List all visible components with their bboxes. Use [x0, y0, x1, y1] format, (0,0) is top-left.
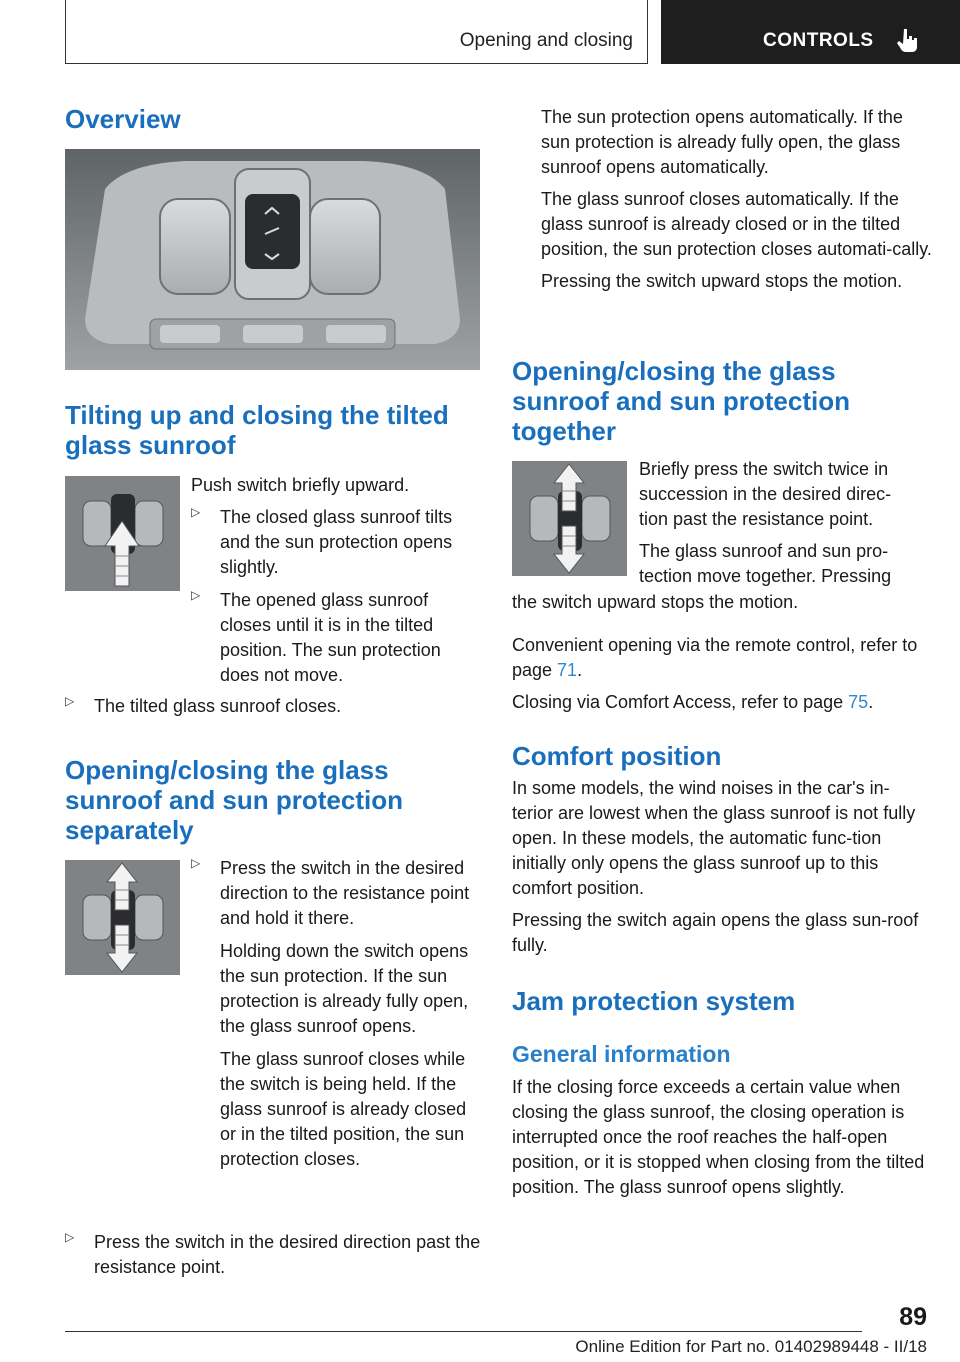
- list-item: ▷ The tilted glass sunroof closes.: [65, 694, 342, 716]
- footer-divider: [65, 1331, 862, 1332]
- list-item: ▷ The closed glass sunroof tilts and the sun protection opens slightly.: [191, 505, 453, 577]
- general-para: If the closing force exceeds a certain value when closing the glass sunroof, the closing operation is interrupted once the roof reaches the half-open position, or it is stopped when closing from the tilted position. The glass sunroof opens slightly.: [512, 1077, 925, 1197]
- triangle-bullet-icon: ▷: [191, 856, 201, 870]
- cont-para2: The glass sunroof closes automatically. If the glass sunroof is already closed or in the tilted position, the sun protection closes automati-cally.: [541, 189, 932, 259]
- list-item: ▷ Press the switch in the desired direction past the resistance point.: [65, 1230, 481, 1277]
- overview-heading: Overview: [65, 104, 181, 134]
- footer-edition: Online Edition for Part no. 01402989448 - II/18: [575, 1337, 927, 1356]
- together-para1: Briefly press the switch twice in succession in the desired direc-tion past the resistance point.: [639, 459, 892, 529]
- triangle-bullet-icon: ▷: [191, 505, 201, 519]
- together-para2b: the switch upward stops the motion.: [512, 592, 799, 612]
- tilting-heading: Tilting up and closing the tilted glass sunroof: [65, 400, 449, 460]
- list-item: ▷ Press the switch in the desired direction to the resistance point and hold it there.: [191, 856, 470, 928]
- cont-para3: Pressing the switch upward stops the motion.: [541, 271, 903, 291]
- comfort-access-reference: Closing via Comfort Access, refer to page 75.: [512, 692, 874, 712]
- switch-up-down-image: [512, 461, 627, 576]
- comfort-para1: In some models, the wind noises in the car's in-terior are lowest when the glass sunroof is not fully open. In these models, the automatic func-tion initially only opens the glass sunroof up to this comfort position.: [512, 778, 916, 898]
- comfort-heading: Comfort position: [512, 741, 722, 771]
- remote-reference: Convenient opening via the remote control, refer to page 71.: [512, 635, 918, 680]
- general-heading: General information: [512, 1041, 731, 1067]
- section-title: Opening and closing: [459, 30, 633, 51]
- comfort-para2: Pressing the switch again opens the glass sun-roof fully.: [512, 910, 919, 955]
- triangle-bullet-icon: ▷: [191, 588, 201, 602]
- triangle-bullet-icon: ▷: [65, 1230, 75, 1244]
- overview-image: [65, 149, 480, 370]
- hand-pointer-icon: [894, 26, 922, 54]
- tilting-intro: Push switch briefly upward.: [191, 475, 410, 495]
- together-para2a: The glass sunroof and sun pro-tection move together. Pressing: [639, 541, 892, 586]
- switch-up-down-image: [65, 860, 180, 975]
- separately-para2: The glass sunroof closes while the switch is being held. If the glass sunroof is already closed or in the tilted position, the sun protection closes.: [220, 1049, 467, 1169]
- separately-heading: Opening/closing the glass sunroof and sun protection separately: [65, 755, 403, 845]
- cont-para1: The sun protection opens automatically. If the sun protection is already fully open, the glass sunroof opens automatically.: [541, 107, 903, 177]
- together-heading: Opening/closing the glass sunroof and sun protection together: [512, 356, 850, 446]
- list-item: ▷ The opened glass sunroof closes until it is in the tilted position. The sun protection does not move.: [191, 588, 441, 685]
- triangle-bullet-icon: ▷: [65, 694, 75, 708]
- chapter-title: CONTROLS: [763, 30, 874, 51]
- page-number: 89: [899, 1303, 927, 1331]
- header-section-tab: [65, 0, 648, 64]
- page-link-71[interactable]: 71: [557, 660, 578, 680]
- switch-up-image: [65, 476, 180, 591]
- page-link-75[interactable]: 75: [848, 692, 869, 712]
- jam-heading: Jam protection system: [512, 986, 796, 1016]
- separately-para1: Holding down the switch opens the sun protection. If the sun protection is already fully open, the glass sunroof opens.: [220, 941, 469, 1036]
